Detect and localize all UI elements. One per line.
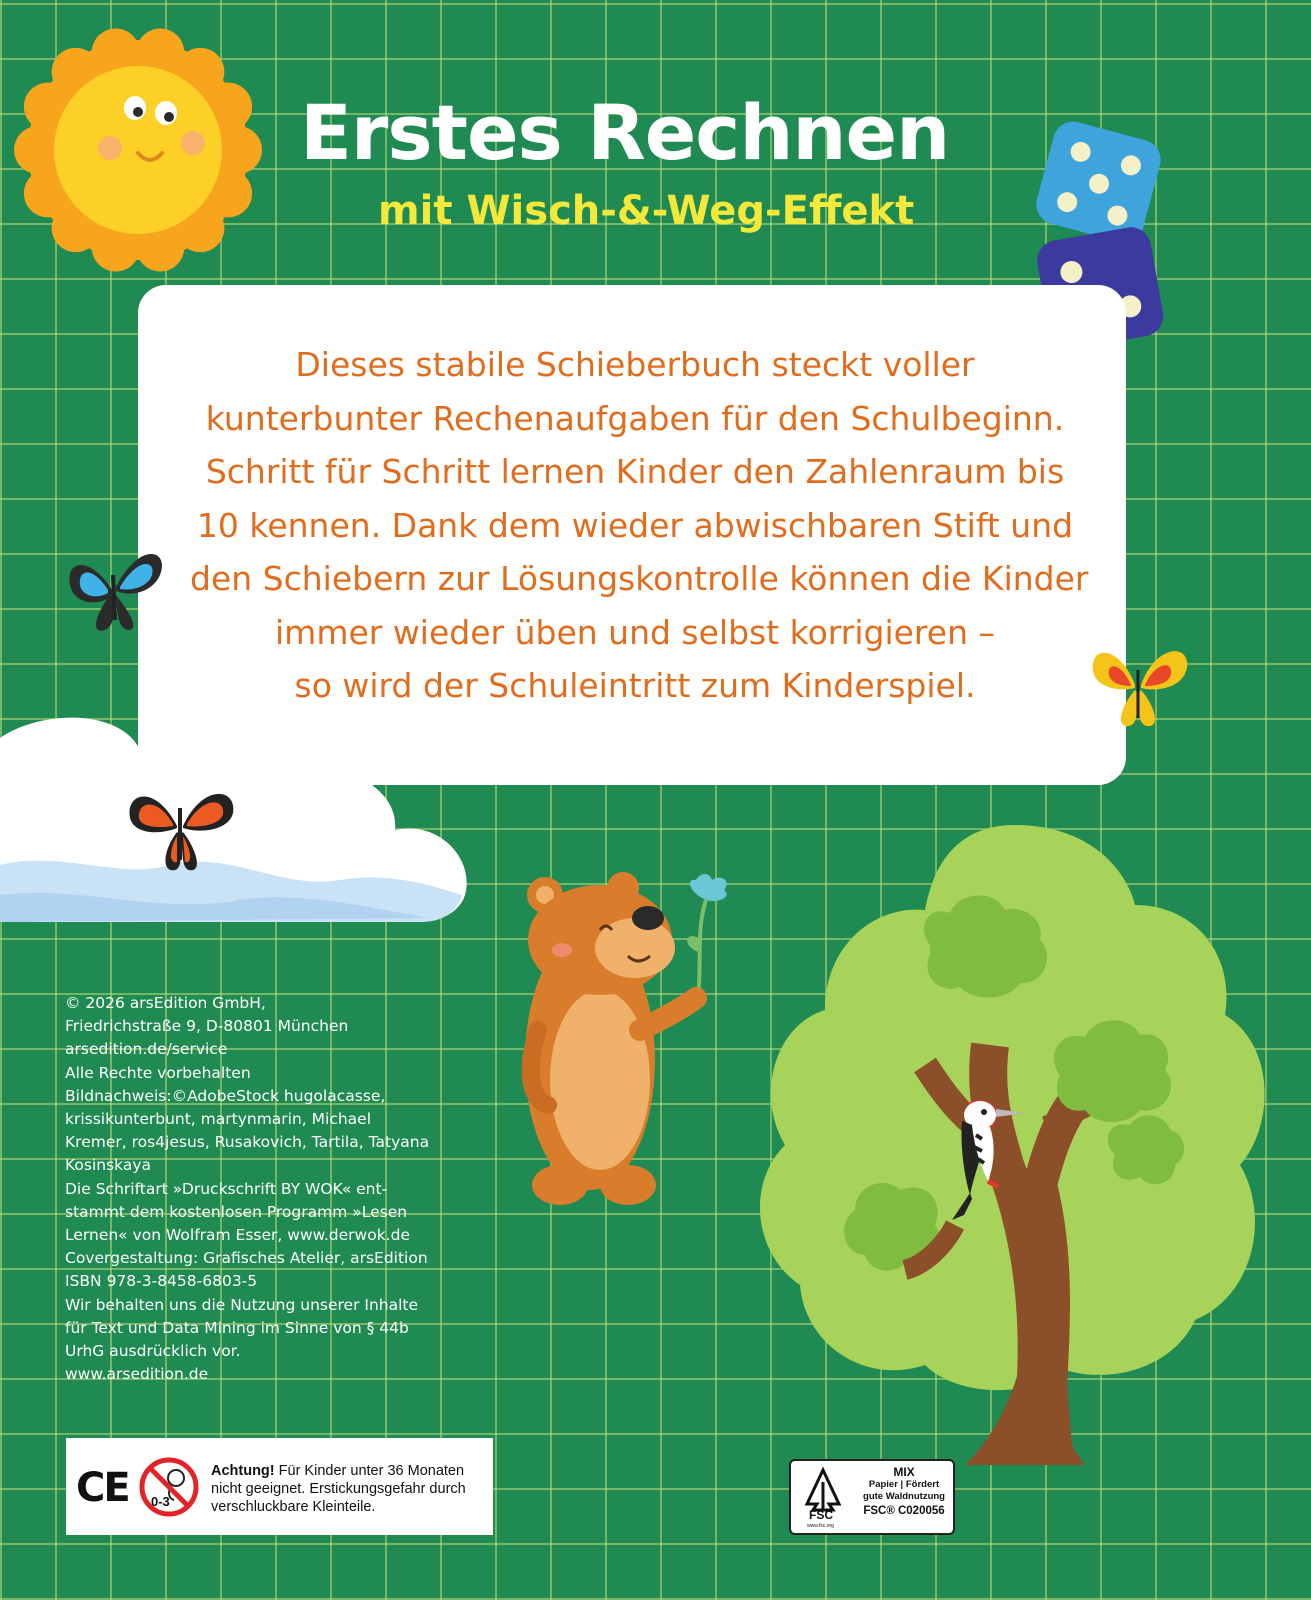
warning-text	[211, 1462, 486, 1516]
description-line: immer wieder üben und selbst korrigieren –	[275, 612, 995, 652]
fsc-mix: MIX	[893, 1465, 915, 1479]
description-line: Schritt für Schritt lernen Kinder den Zahlenraum bis	[205, 452, 1065, 491]
fsc-logo-text: FSC	[809, 1508, 833, 1522]
imprint-line: Lernen« von Wolfram Esser, www.derwok.de	[65, 1226, 410, 1245]
imprint-line: Kosinskaya	[65, 1156, 152, 1175]
imprint-line: für Text und Data Mining im Sinne von § 44b	[65, 1318, 409, 1337]
fsc-line2: gute Waldnutzung	[863, 1491, 945, 1502]
fsc-code: FSC® C020056	[863, 1505, 945, 1517]
woodpecker-illustration	[940, 1095, 1030, 1225]
description-line: Dieses stabile Schieberbuch steckt voller	[295, 345, 975, 384]
imprint-line: © 2026 arsEdition GmbH,	[65, 994, 266, 1012]
description-text	[190, 338, 1089, 713]
fsc-url: www.fsc.org	[807, 1523, 834, 1529]
bear-illustration	[520, 870, 740, 1210]
imprint-line: UrhG ausdrücklich vor.	[65, 1342, 241, 1361]
butterfly-icon	[1085, 640, 1195, 735]
description-line: kunterbunter Rechenaufgaben für den Schulbeginn.	[205, 398, 1065, 438]
book-subtitle: mit Wisch-&-Weg-Effekt	[378, 188, 915, 234]
butterfly-icon	[125, 778, 240, 883]
imprint-line: krissikunterbunt, martynmarin, Michael	[65, 1110, 372, 1129]
imprint-line: Covergestaltung: Grafisches Atelier, arsEdition	[65, 1249, 428, 1268]
ce-mark: CE	[76, 1465, 129, 1511]
fsc-label	[789, 1459, 955, 1535]
fsc-details	[855, 1465, 953, 1517]
imprint-line: www.arsedition.de	[65, 1365, 209, 1384]
description-line: so wird der Schuleintritt zum Kinderspiel.	[294, 666, 976, 705]
imprint-line: ISBN 978-3-8458-6803-5	[65, 1272, 258, 1291]
imprint-line: Die Schriftart »Druckschrift BY WOK« ent-	[65, 1179, 388, 1198]
imprint-line: Friedrichstraße 9, D-80801 München	[65, 1017, 349, 1036]
imprint-line: Kremer, ros4jesus, Rusakovich, Tartila, Tatyana	[65, 1133, 430, 1152]
imprint-line: Wir behalten uns die Nutzung unserer Inhalte	[65, 1295, 419, 1314]
imprint-line: arsedition.de/service	[65, 1040, 228, 1059]
warning-heading: Achtung!	[211, 1463, 275, 1479]
description-line: 10 kennen. Dank dem wieder abwischbaren Stift und	[196, 505, 1074, 545]
imprint-line: Alle Rechte vorbehalten	[65, 1063, 251, 1082]
fsc-line1: Papier | Fördert	[868, 1479, 940, 1490]
imprint-text	[65, 992, 455, 1386]
sun-illustration	[10, 25, 265, 275]
butterfly-icon	[60, 535, 170, 645]
warning-body: Für Kinder unter 36 Monaten nicht geeignet. Erstickungsgefahr durch verschluckbare Kleinteile.	[211, 1463, 466, 1515]
age-badge-text: 0-3	[151, 1494, 170, 1509]
choking-hazard-icon	[138, 1456, 200, 1518]
book-title: Erstes Rechnen	[300, 88, 950, 177]
safety-warning-box	[66, 1438, 493, 1535]
imprint-line: Bildnachweis:©AdobeStock hugolacasse,	[65, 1086, 386, 1105]
imprint-line: stammt dem kostenlosen Programm »Lesen	[65, 1202, 408, 1221]
description-line: den Schiebern zur Lösungskontrolle können die Kinder	[190, 559, 1089, 598]
